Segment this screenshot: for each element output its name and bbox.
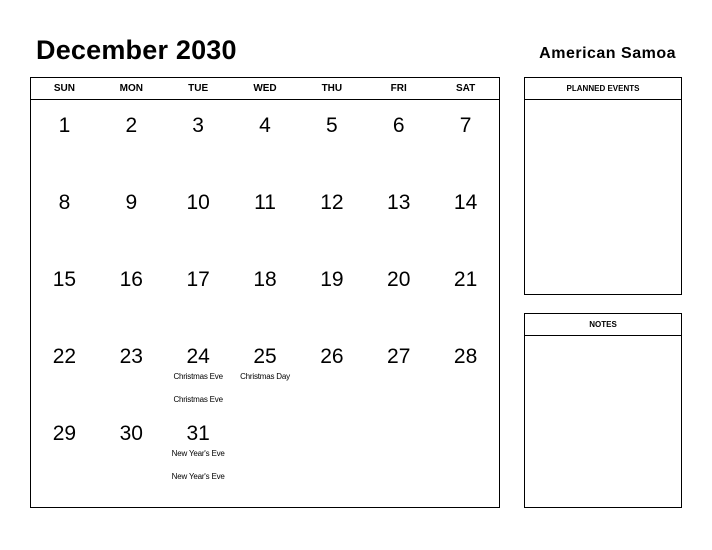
day-cell [31,408,98,485]
holiday-label: New Year's Eve [171,472,225,481]
day-number: 25 [253,345,277,368]
day-number: 31 [186,422,210,445]
day-cell [432,100,499,177]
day-cell [432,254,499,331]
day-number [365,408,432,422]
day-number: 12 [320,191,344,214]
day-number: 3 [192,114,204,137]
page-title: December 2030 [36,35,237,65]
day-cell [31,100,98,177]
weekday-2: TUE [188,83,209,94]
day-number: 13 [387,191,411,214]
day-number: 30 [119,422,143,445]
weekday-0: SUN [53,83,75,94]
holiday-label: Christmas Eve [173,395,223,404]
weekday-4: THU [321,83,343,94]
day-number: 7 [459,114,472,137]
day-number: 28 [453,345,478,368]
day-number: 11 [254,191,276,214]
planned-events-panel [524,77,682,295]
day-number: 6 [392,114,405,137]
day-cell [31,331,98,408]
week-row [31,408,499,485]
day-cell [232,100,299,177]
day-cell [365,177,432,254]
week-row [31,177,499,254]
week-row [31,254,499,331]
calendar-weeks [31,100,499,485]
calendar-grid [30,77,500,508]
day-cell [98,177,165,254]
day-cell [31,254,98,331]
day-cell [232,254,299,331]
region-label: American Samoa [539,45,676,62]
day-cell [432,331,499,408]
day-number: 8 [58,191,71,214]
day-cell [232,177,299,254]
day-number: 26 [320,345,344,368]
day-number: 20 [387,268,411,291]
day-cell [165,100,232,177]
day-number: 21 [453,268,478,291]
day-cell [31,177,98,254]
notes-panel [524,313,682,508]
day-number: 2 [125,114,138,137]
day-cell [298,177,365,254]
day-cell [98,331,165,408]
day-cell [165,177,232,254]
weekday-3: WED [253,83,277,94]
day-number: 22 [52,345,77,368]
notes-heading: NOTES [525,314,681,336]
day-cell [298,100,365,177]
day-cell [298,254,365,331]
day-number: 4 [259,114,271,137]
day-number: 5 [326,114,338,137]
day-number: 10 [186,191,210,214]
day-cell [365,100,432,177]
week-row [31,331,499,408]
day-cell [365,408,432,485]
holiday-label: Christmas Day [240,372,290,381]
day-cell [298,408,365,485]
day-number: 16 [119,268,143,291]
day-number: 9 [125,191,138,214]
weekday-6: SAT [455,83,476,94]
day-number: 29 [52,422,77,445]
day-cell [298,331,365,408]
holiday-label: New Year's Eve [171,449,225,458]
weekday-5: FRI [390,83,407,94]
day-number: 17 [186,268,210,291]
weekday-header-row [31,78,499,100]
day-number: 19 [320,268,344,291]
day-cell [432,177,499,254]
day-number: 18 [253,268,277,291]
day-cell [165,331,232,408]
day-cell [432,408,499,485]
day-cell [232,331,299,408]
day-number [298,408,365,422]
day-number: 27 [387,345,411,368]
day-number: 1 [58,114,71,137]
day-cell [98,100,165,177]
day-cell [165,408,232,485]
weekday-1: MON [119,83,143,94]
planned-events-heading: PLANNED EVENTS [525,78,681,100]
day-number: 15 [52,268,77,291]
day-number: 24 [186,345,210,368]
day-cell [232,408,299,485]
day-cell [98,408,165,485]
day-cell [165,254,232,331]
day-number [232,408,299,422]
day-cell [98,254,165,331]
holiday-label: Christmas Eve [173,372,223,381]
day-number: 23 [119,345,143,368]
day-cell [365,254,432,331]
day-number [432,408,499,422]
week-row [31,100,499,177]
day-number: 14 [453,191,478,214]
day-cell [365,331,432,408]
